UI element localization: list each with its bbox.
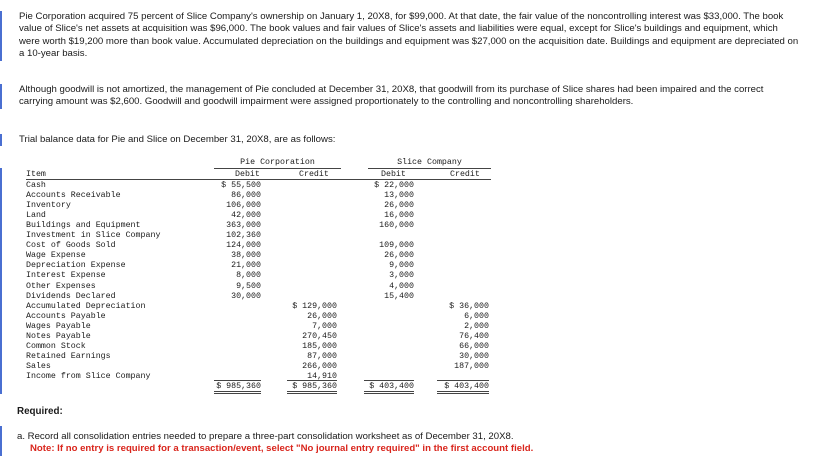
cell-pie-debit: 42,000 [231, 211, 261, 221]
cell-pie-debit: 124,000 [226, 241, 261, 251]
table-row [26, 342, 506, 352]
cell-pie-debit: 106,000 [226, 201, 261, 211]
table-row [26, 191, 506, 201]
table-row [26, 322, 506, 332]
cell-pie-debit: $ 55,500 [221, 181, 261, 190]
table-row [26, 211, 506, 221]
table-row [26, 251, 506, 261]
cell-slice-debit: 3,000 [389, 271, 414, 281]
column-header-slice-credit: Credit [450, 170, 480, 179]
left-accent-bar [0, 426, 2, 456]
total-rule [364, 380, 414, 381]
cell-slice-credit: 30,000 [459, 351, 489, 361]
cell-slice-credit: $ 36,000 [449, 301, 489, 311]
left-accent-bar [0, 168, 2, 394]
group-header-pie: Pie Corporation [214, 158, 341, 169]
cell-item: Income from Slice Company [26, 371, 151, 381]
cell-slice-debit: 160,000 [379, 221, 414, 231]
cell-slice-debit: 16,000 [384, 211, 414, 221]
total-double-rule [437, 391, 489, 394]
cell-slice-debit: 9,000 [389, 261, 414, 271]
cell-item: Land [26, 211, 46, 221]
total-double-rule [364, 391, 414, 394]
total-rule [214, 380, 261, 381]
cell-item: Accumulated Depreciation [26, 301, 146, 311]
required-part-a: a. Record all consolidation entries needed to prepare a three-part consolidation worksheet as of December 31, 20X8. [17, 431, 514, 442]
table-row [26, 372, 506, 382]
table-row [26, 201, 506, 211]
total-pie-debit: $ 985,360 [216, 382, 261, 391]
required-note: Note: If no entry is required for a transaction/event, select "No journal entry required" in the first account field. [30, 443, 534, 454]
problem-paragraph-trial-intro: Trial balance data for Pie and Slice on December 31, 20X8, are as follows: [0, 134, 800, 146]
cell-pie-credit: 185,000 [302, 341, 337, 351]
cell-pie-credit: 14,910 [307, 371, 337, 381]
cell-item: Wage Expense [26, 251, 86, 261]
total-rule [287, 380, 337, 381]
total-rule [437, 380, 489, 381]
table-row [26, 271, 506, 281]
cell-pie-credit: 87,000 [307, 351, 337, 361]
table-row [26, 261, 506, 271]
cell-item: Buildings and Equipment [26, 221, 141, 231]
required-heading: Required: [17, 406, 63, 417]
header-divider [26, 179, 491, 180]
cell-item: Accounts Receivable [26, 191, 121, 201]
cell-item: Accounts Payable [26, 311, 106, 321]
table-row [26, 362, 506, 372]
column-header-slice-debit: Debit [381, 170, 406, 179]
cell-pie-debit: 21,000 [231, 261, 261, 271]
cell-pie-debit: 38,000 [231, 251, 261, 261]
cell-slice-debit: 109,000 [379, 241, 414, 251]
cell-slice-debit: 4,000 [389, 281, 414, 291]
total-double-rule [287, 391, 337, 394]
cell-slice-debit: 13,000 [384, 191, 414, 201]
cell-slice-credit: 76,400 [459, 331, 489, 341]
cell-pie-credit: $ 129,000 [292, 301, 337, 311]
total-slice-debit: $ 403,400 [369, 382, 414, 391]
table-row [26, 332, 506, 342]
cell-pie-credit: 266,000 [302, 361, 337, 371]
column-header-pie-credit: Credit [299, 170, 329, 179]
cell-item: Cost of Goods Sold [26, 241, 116, 251]
column-header-pie-debit: Debit [235, 170, 260, 179]
table-row [26, 241, 506, 251]
cell-item: Interest Expense [26, 271, 106, 281]
cell-pie-credit: 7,000 [312, 321, 337, 331]
cell-item: Notes Payable [26, 331, 91, 341]
cell-pie-debit: 30,000 [231, 291, 261, 301]
cell-slice-debit: 26,000 [384, 251, 414, 261]
table-row [26, 292, 506, 302]
cell-item: Other Expenses [26, 281, 96, 291]
cell-slice-credit: 6,000 [464, 311, 489, 321]
cell-slice-credit: 187,000 [454, 361, 489, 371]
table-row [26, 282, 506, 292]
cell-item: Inventory [26, 201, 71, 211]
cell-pie-debit: 9,500 [236, 281, 261, 291]
cell-item: Investment in Slice Company [26, 231, 161, 241]
cell-slice-credit: 2,000 [464, 321, 489, 331]
problem-paragraph-goodwill: Although goodwill is not amortized, the management of Pie concluded at December 31, 20X8, that goodwill from its purchase of Slice shares had been impaired and the correct carrying amount was $2,600. Goodwill and goodwill impairment were assigned proportionately to the controlling and noncontrolling shareholders. [0, 84, 800, 109]
group-header-slice: Slice Company [368, 158, 491, 169]
cell-item: Depreciation Expense [26, 261, 126, 271]
table-row [26, 181, 506, 191]
table-row [26, 352, 506, 362]
cell-item: Common Stock [26, 341, 86, 351]
total-double-rule [214, 391, 261, 394]
total-pie-credit: $ 985,360 [292, 382, 337, 391]
cell-pie-credit: 270,450 [302, 331, 337, 341]
column-header-item: Item [26, 170, 46, 179]
table-row [26, 312, 506, 322]
cell-item: Sales [26, 361, 51, 371]
cell-item: Dividends Declared [26, 291, 116, 301]
cell-slice-credit: 66,000 [459, 341, 489, 351]
table-row [26, 221, 506, 231]
problem-paragraph-acquisition: Pie Corporation acquired 75 percent of Slice Company's ownership on January 1, 20X8, for $99,000. At that date, the fair value of the noncontrolling interest was $33,000. The book value of Slice's net assets at acquisition was $96,000. The book values and fair values of Slice's assets and liabilities were equal, except for Slice's buildings and equipment, which were worth $19,200 more than book value. Accumulated depreciation on the buildings and equipment was $27,000 on the acquisition date. Buildings and equipment are depreciated on a 10-year basis. [0, 11, 800, 61]
cell-pie-debit: 86,000 [231, 191, 261, 201]
cell-item: Cash [26, 181, 46, 190]
cell-pie-debit: 102,360 [226, 231, 261, 241]
total-slice-credit: $ 403,400 [444, 382, 489, 391]
table-row [26, 231, 506, 241]
cell-item: Retained Earnings [26, 351, 111, 361]
cell-slice-debit: 15,400 [384, 291, 414, 301]
cell-item: Wages Payable [26, 321, 91, 331]
cell-slice-debit: 26,000 [384, 201, 414, 211]
cell-pie-debit: 8,000 [236, 271, 261, 281]
table-row [26, 302, 506, 312]
cell-slice-debit: $ 22,000 [374, 181, 414, 190]
cell-pie-credit: 26,000 [307, 311, 337, 321]
cell-pie-debit: 363,000 [226, 221, 261, 231]
